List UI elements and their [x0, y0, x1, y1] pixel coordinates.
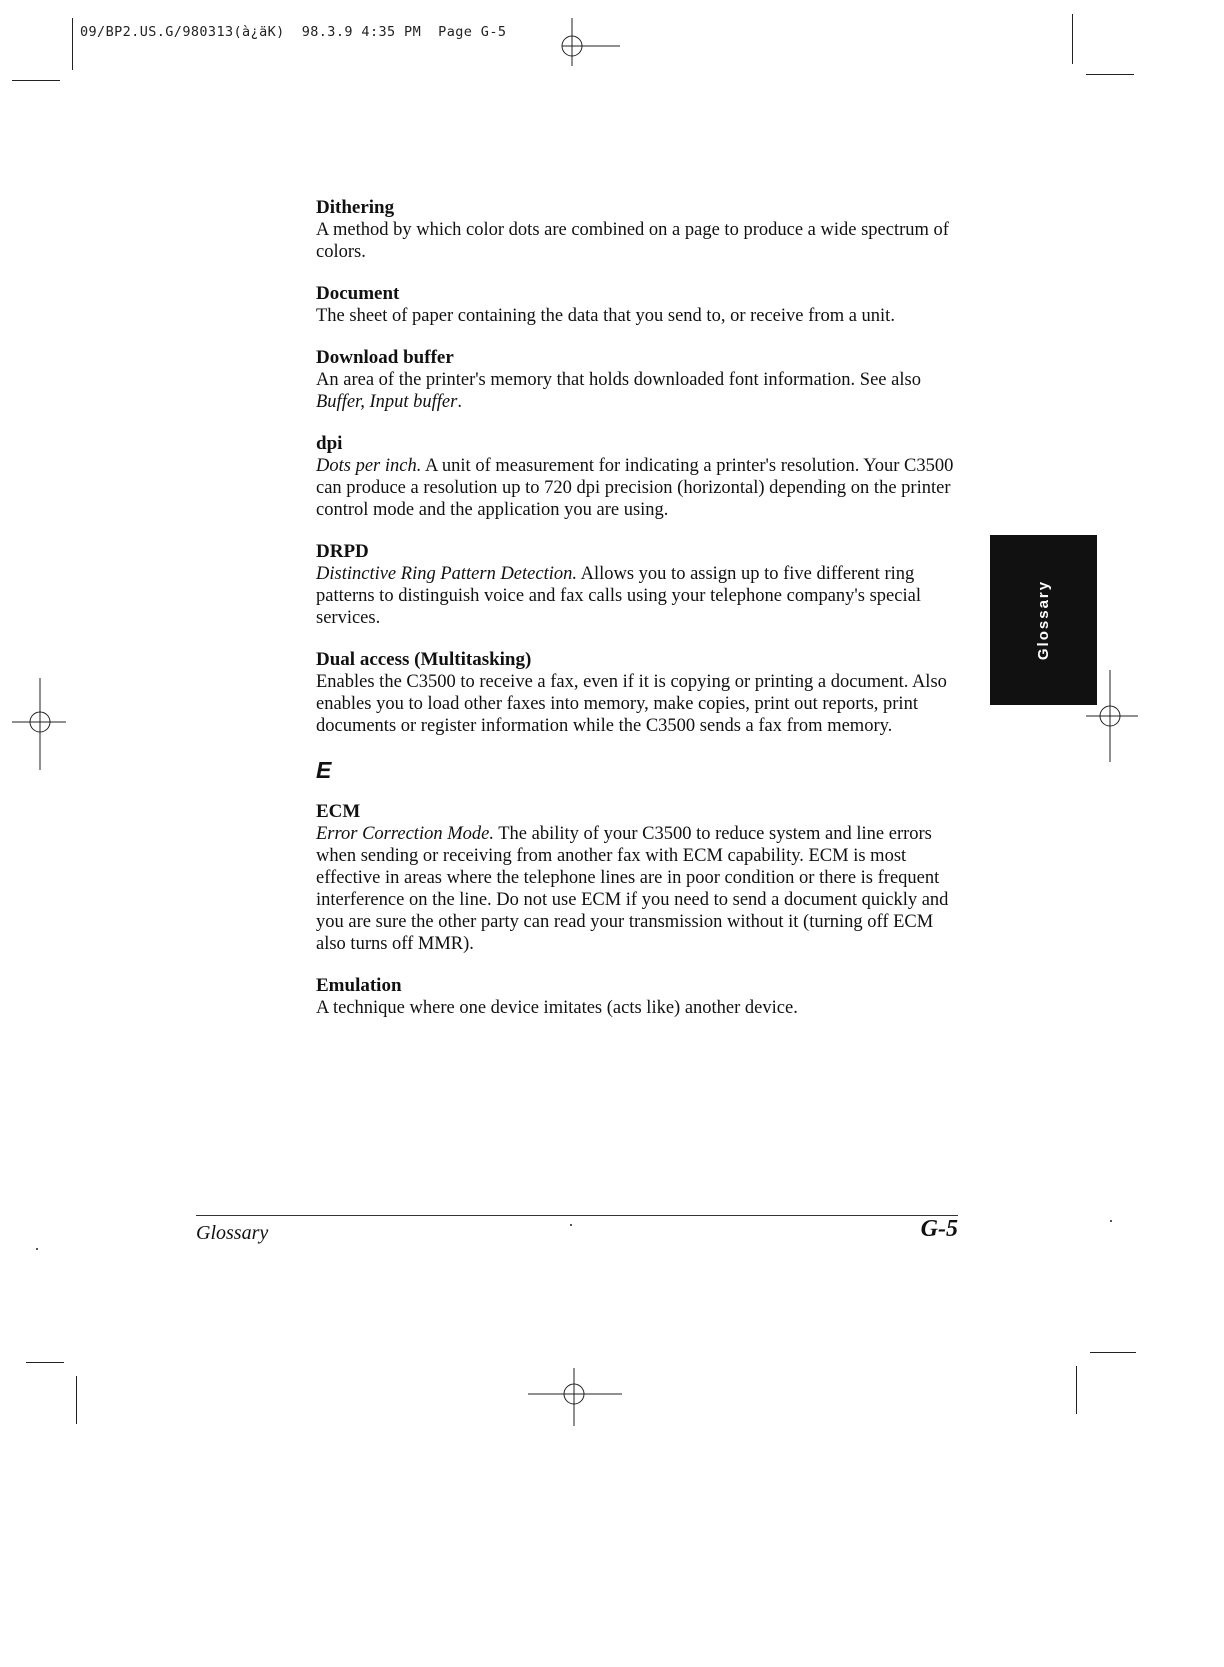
glossary-entry-dpi — [316, 433, 956, 521]
glossary-side-tab — [990, 535, 1097, 705]
glossary-entry-document — [316, 283, 956, 327]
definition-text: The ability of your C3500 to reduce system and line errors when sending or receiving from another fax with ECM capability. ECM is most effective in areas where the telephone lines are in poor condition or there is frequent interference on the line. Do not use ECM if you need to send a document quickly and you are sure the other party can read your transmission without it (turning off ECM also turns off MMR). — [316, 824, 949, 954]
entry-definition: A technique where one device imitates (acts like) another device. — [316, 998, 798, 1018]
registration-mark-left — [10, 676, 70, 772]
entry-definition — [316, 369, 956, 413]
entry-definition — [316, 455, 956, 521]
expansion-text: Error Correction Mode. — [316, 824, 494, 844]
glossary-entry-dithering — [316, 197, 956, 263]
entry-term: Document — [316, 283, 400, 304]
crop-mark-bottom-right-vertical — [1076, 1366, 1077, 1414]
entry-term: ECM — [316, 801, 361, 822]
entry-term: dpi — [316, 433, 343, 454]
scan-speck — [570, 1224, 572, 1226]
cross-reference: Buffer, Input buffer — [316, 392, 458, 412]
glossary-entry-drpd — [316, 541, 956, 629]
page-number: G-5 — [920, 1216, 958, 1242]
entry-term: Emulation — [316, 975, 402, 996]
entry-definition: Enables the C3500 to receive a fax, even if it is copying or printing a document. Also enables you to load other faxes into memory, make copies, print out reports, print documents or register information while the C3500 sends a fax from memory. — [316, 672, 947, 736]
glossary-entry-emulation — [316, 975, 956, 1019]
entry-term: Download buffer — [316, 347, 454, 368]
entry-term: Dual access (Multitasking) — [316, 649, 532, 670]
registration-mark-top — [540, 16, 624, 68]
glossary-content — [316, 197, 956, 1039]
expansion-text: Distinctive Ring Pattern Detection. — [316, 564, 577, 584]
crop-mark-bottom-left-horizontal — [26, 1362, 64, 1363]
crop-mark-top-right-vertical — [1072, 14, 1073, 64]
glossary-entry-dual-access — [316, 649, 956, 737]
definition-text: A unit of measurement for indicating a printer's resolution. Your C3500 can produce a resolution up to 720 dpi precision (horizontal) depending on the printer control mode and the application you are using. — [316, 456, 954, 520]
definition-text-end: . — [457, 392, 462, 412]
expansion-text: Dots per inch. — [316, 456, 422, 476]
section-letter-heading: E — [316, 757, 332, 783]
entry-term: Dithering — [316, 197, 395, 218]
definition-text: An area of the printer's memory that holds downloaded font information. See also — [316, 370, 921, 390]
print-slug-header: 09/BP2.US.G/980313(à¿äK) 98.3.9 4:35 PM Page G-5 — [80, 24, 507, 40]
entry-definition: The sheet of paper containing the data that you send to, or receive from a unit. — [316, 306, 895, 326]
crop-mark-top-left-horizontal — [12, 80, 60, 81]
scan-speck — [36, 1248, 38, 1250]
definition-text: Allows you to assign up to five different ring patterns to distinguish voice and fax calls using your telephone company's special services. — [316, 564, 921, 628]
crop-mark-top-left-vertical — [72, 18, 73, 70]
footer-rule — [196, 1215, 958, 1216]
entry-definition: A method by which color dots are combined on a page to produce a wide spectrum of colors. — [316, 220, 949, 262]
registration-mark-bottom-center — [526, 1366, 626, 1428]
scan-speck — [1110, 1220, 1112, 1222]
crop-mark-bottom-right-horizontal — [1090, 1352, 1136, 1353]
footer-section-name: Glossary — [196, 1222, 269, 1244]
crop-mark-top-right-horizontal — [1086, 74, 1134, 75]
crop-mark-bottom-left-vertical — [76, 1376, 77, 1424]
glossary-entry-ecm — [316, 801, 956, 955]
entry-term: DRPD — [316, 541, 369, 562]
glossary-entry-download-buffer — [316, 347, 956, 413]
entry-definition — [316, 563, 956, 629]
side-tab-label: Glossary — [1035, 579, 1052, 661]
entry-definition — [316, 823, 956, 955]
